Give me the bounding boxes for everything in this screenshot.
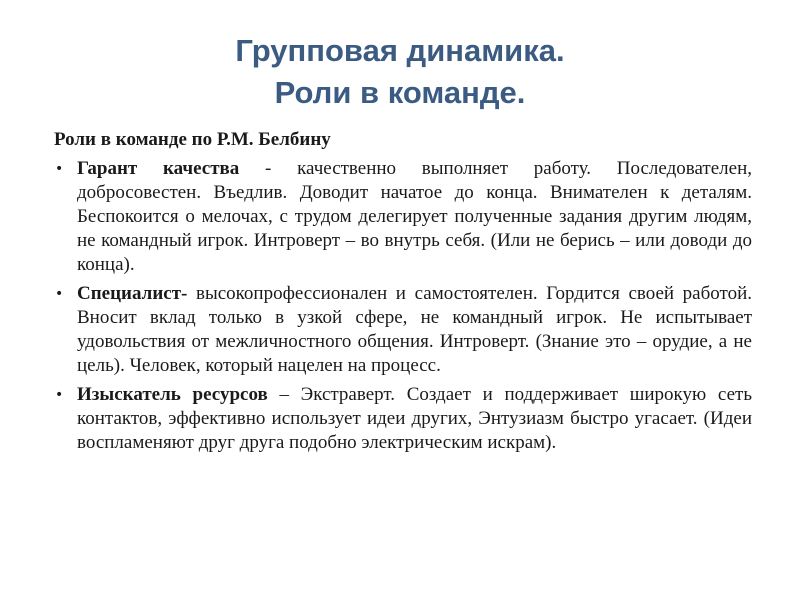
role-name: Специалист- [77,283,188,304]
list-item [46,157,752,277]
role-description: – Экстраверт. Создает и поддерживает широкую сеть контактов, эффективно использует идеи других, Энтузиазм быстро угасает. (Идеи воспламеняют друг друга подобно электрическим искрам). [77,384,752,453]
role-description: - качественно выполняет работу. Последователен, добросовестен. Въедлив. Доводит начатое до конца. Внимателен к деталям. Беспокоится о мелочах, с трудом делегирует полученные задания другим людям, не командный игрок. Интроверт – во внутрь себя. (Или не берись – или доводи до конца). [77,158,752,275]
bullet-icon: • [55,387,64,403]
role-name: Изыскатель ресурсов [77,384,268,405]
title-line-1: Групповая динамика. [235,33,565,68]
subheading: Роли в команде по Р.М. Белбину [54,129,331,150]
slide-title [0,30,800,114]
slide-content [46,128,752,460]
bullet-icon: • [55,161,64,177]
bullet-icon: • [55,286,64,302]
role-name: Гарант качества [77,158,240,179]
role-description: высокопрофессионален и самостоятелен. Гордится своей работой. Вносит вклад только в узкой сфере, не командный игрок. Не испытывает удовольствия от межличностного общения. Интроверт. (Знание это – орудие, а не цель). Человек, который нацелен на процесс. [77,283,752,376]
list-item [46,282,752,378]
title-line-2: Роли в команде. [274,75,526,110]
roles-list [46,157,752,455]
list-item [46,383,752,455]
